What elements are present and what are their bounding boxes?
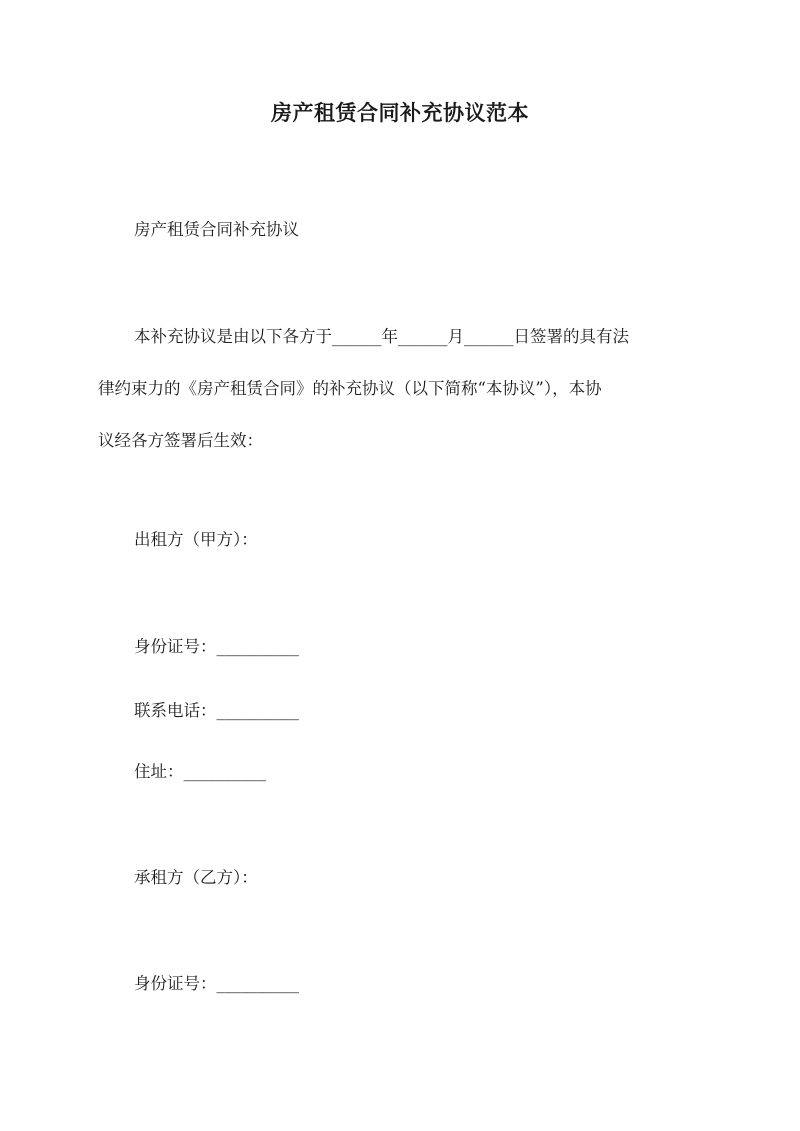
party-a-label: 出租方（甲方）： [134,530,258,549]
intro-line-2: 律约束力的《房产租赁合同》的补充协议（以下简称“本协议”），本协 [98,379,602,398]
party-b-label: 承租方（乙方）： [134,868,258,887]
intro-paragraph [98,311,703,467]
agreement-heading: 房产租赁合同补充协议 [134,220,299,239]
party-b-id-number: 身份证号：__________ [134,974,299,993]
document-title: 房产租赁合同补充协议范本 [271,100,529,125]
intro-line-1: 本补充协议是由以下各方于______年______月______日签署的具有法 [134,327,629,346]
party-a-phone: 联系电话：__________ [134,701,299,720]
party-a-address: 住址：__________ [134,762,266,781]
intro-line-3: 议经各方签署后生效： [98,431,263,450]
party-a-id-number: 身份证号：__________ [134,637,299,656]
